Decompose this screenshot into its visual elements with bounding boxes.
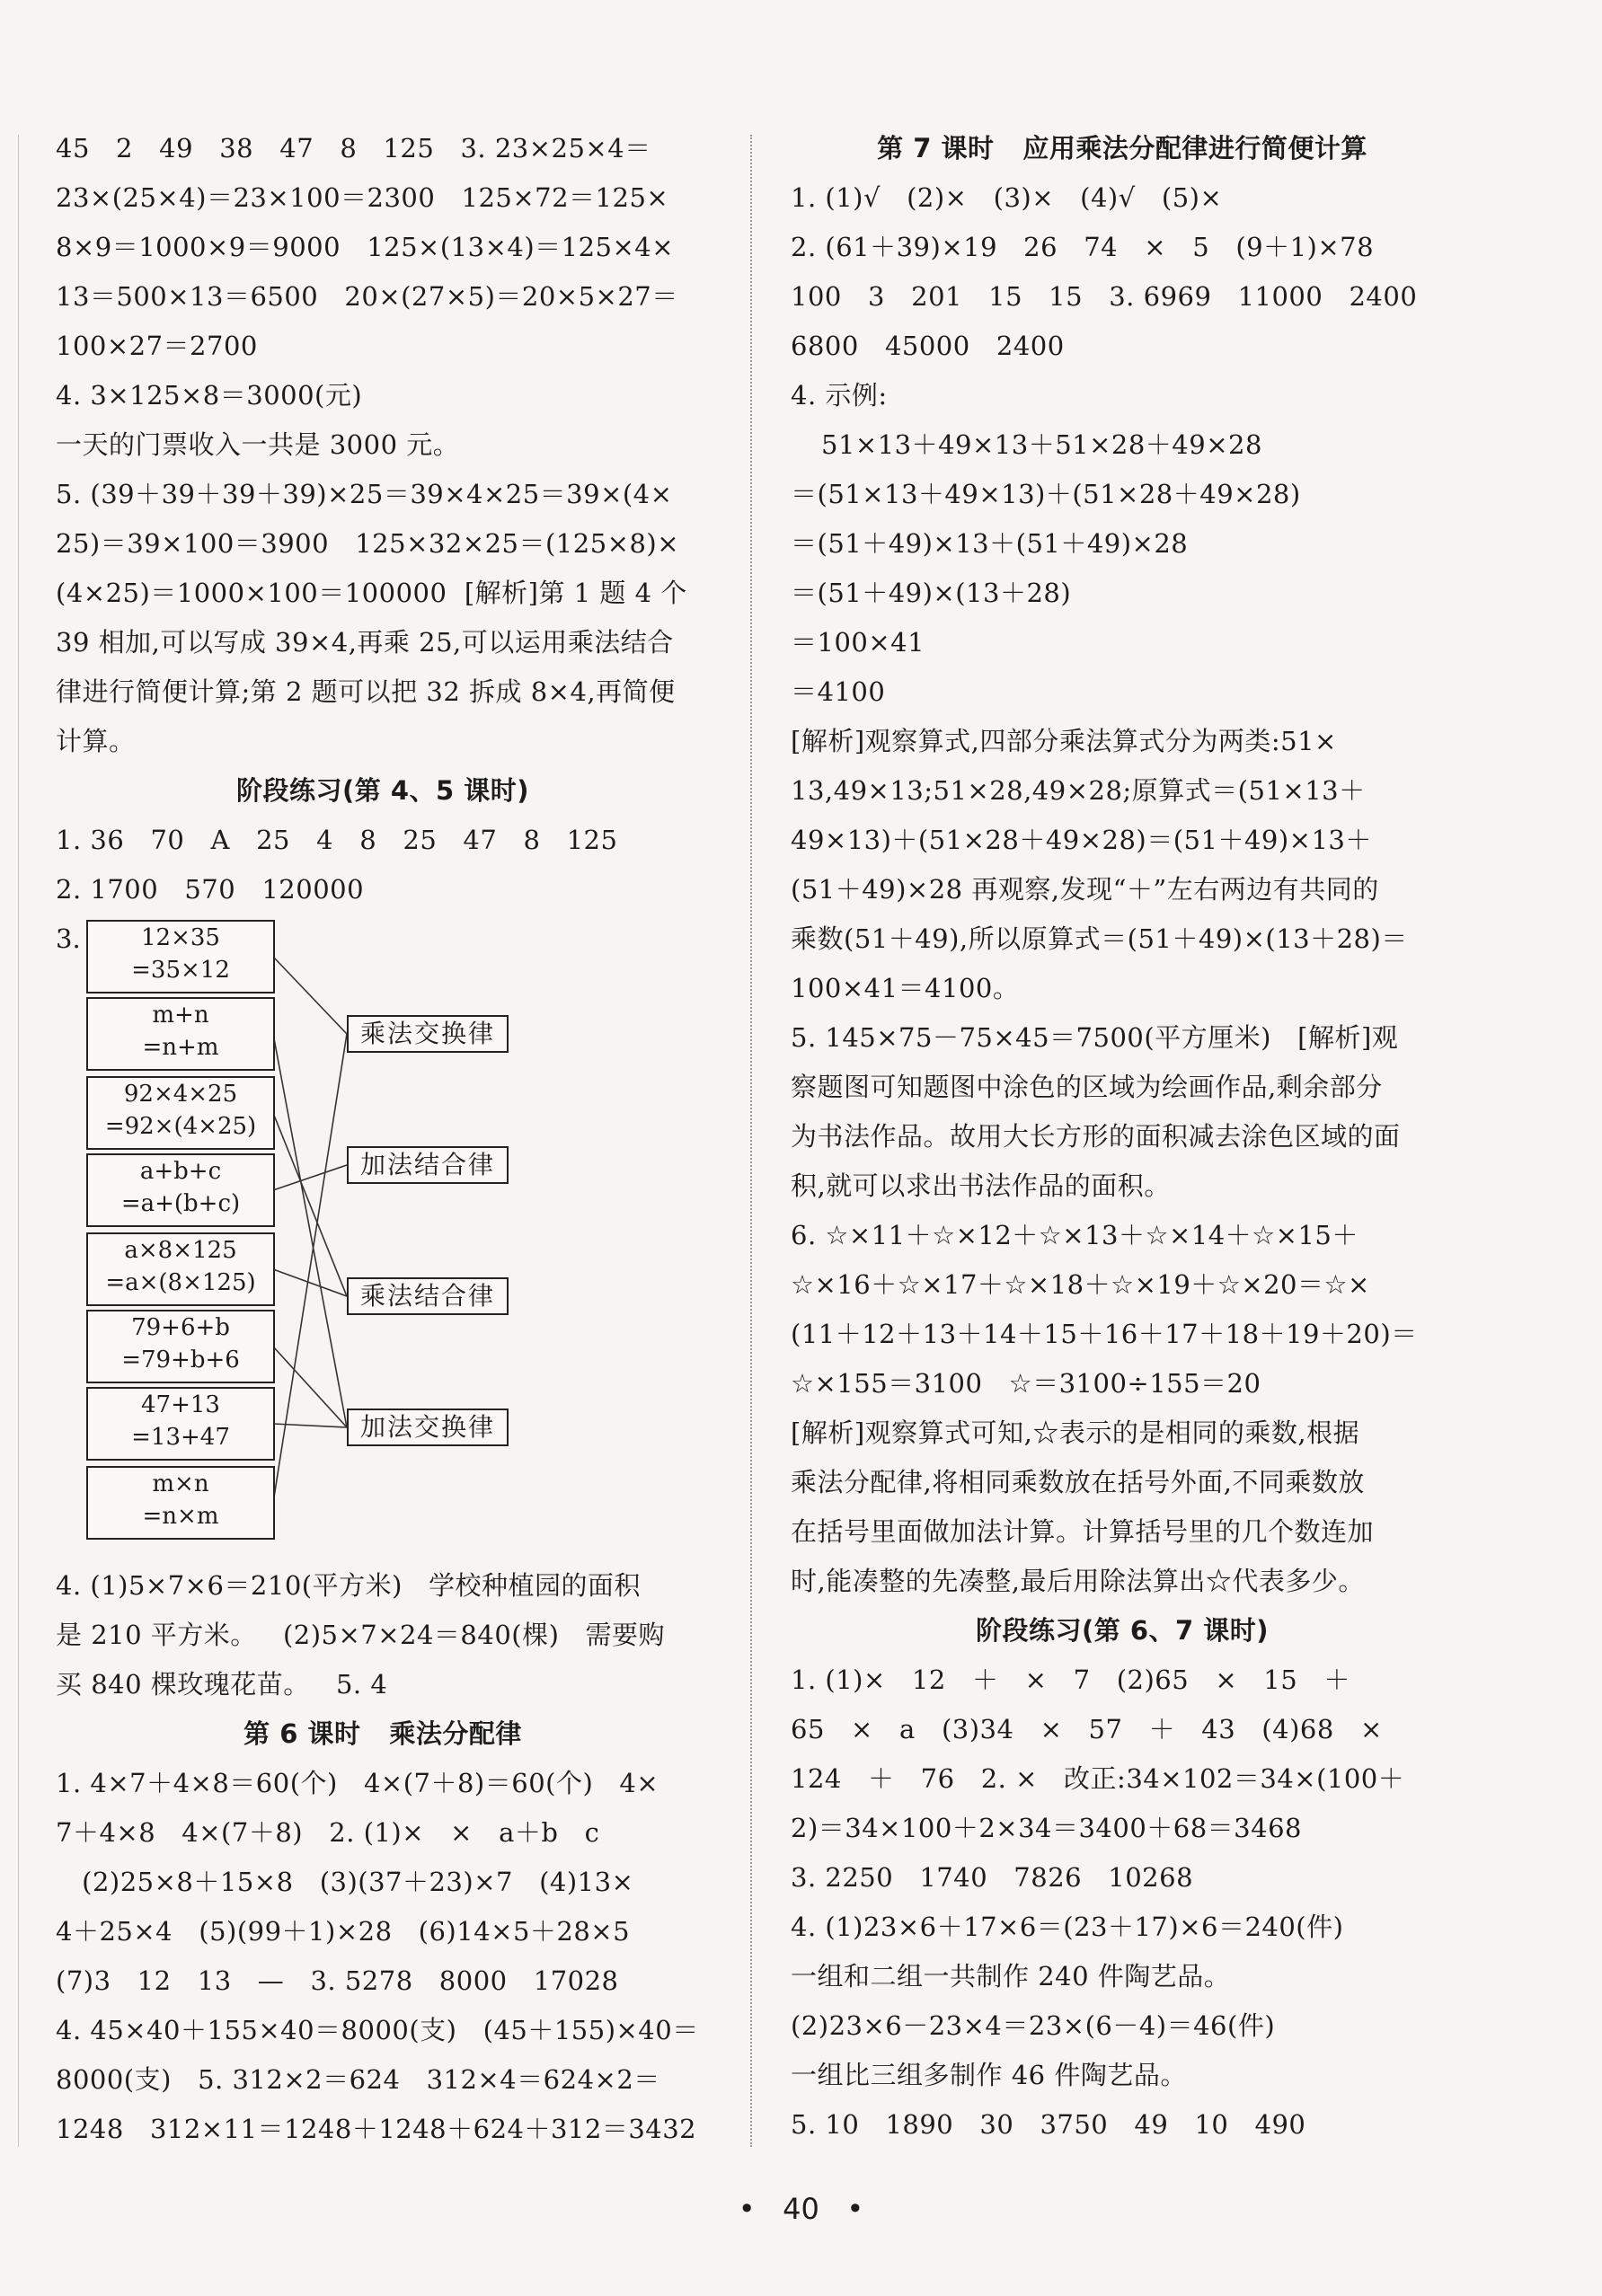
matching-link-line <box>273 957 347 1034</box>
text-line: 13,49×13;51×28,49×28;原算式＝(51×13＋ <box>791 775 1366 806</box>
text-line: 乘法分配律,将相同乘数放在括号外面,不同乘数放 <box>791 1467 1365 1497</box>
text-line: 为书法作品。故用大长方形的面积减去涂色区域的面 <box>791 1121 1401 1152</box>
matching-expression-box <box>86 920 275 993</box>
expression-line-1: a×8×125 <box>124 1237 237 1264</box>
text-line: 4. (1)5×7×6＝210(平方米) 学校种植园的面积 <box>56 1570 642 1601</box>
matching-link-line <box>273 1347 347 1427</box>
column-divider <box>750 135 752 2147</box>
text-line: 4. 3×125×8＝3000(元) <box>56 380 363 411</box>
text-line: 8000(支) 5. 312×2＝624 312×4＝624×2＝ <box>56 2064 660 2095</box>
text-line: 1. (1)√ (2)× (3)× (4)√ (5)× <box>791 182 1223 213</box>
text-line: [解析]观察算式,四部分乘法算式分为两类:51× <box>791 726 1337 756</box>
matching-expression-box <box>86 1076 275 1150</box>
text-line: (2)23×6－23×4＝23×(6－4)＝46(件) <box>791 2010 1276 2041</box>
expression-line-1: m×n <box>152 1470 209 1497</box>
expression-line-2: =n+m <box>142 1034 219 1061</box>
text-line: 4＋25×4 (5)(99＋1)×28 (6)14×5＋28×5 <box>56 1916 631 1947</box>
expression-line-1: 12×35 <box>141 924 220 951</box>
matching-expression-box <box>86 997 275 1071</box>
text-line: ＝(51＋49)×(13＋28) <box>791 578 1072 608</box>
text-line: 6. ☆×11＋☆×12＋☆×13＋☆×14＋☆×15＋ <box>791 1220 1359 1250</box>
margin-line-left <box>18 135 19 2147</box>
text-line: 买 840 棵玫瑰花苗。 5. 4 <box>56 1669 388 1700</box>
text-line: 一天的门票收入一共是 3000 元。 <box>56 429 460 460</box>
matching-expression-box <box>86 1232 275 1306</box>
text-line: 察题图可知题图中涂色的区域为绘画作品,剩余部分 <box>791 1072 1383 1102</box>
matching-link-line <box>273 1424 347 1427</box>
text-line: 一组和二组一共制作 240 件陶艺品。 <box>791 1961 1231 1991</box>
text-line: ＝(51＋49)×13＋(51＋49)×28 <box>791 528 1189 559</box>
text-line: 一组比三组多制作 46 件陶艺品。 <box>791 2060 1187 2090</box>
text-line: 4. 示例: <box>791 380 888 411</box>
text-line: 5. 145×75－75×45＝7500(平方厘米) [解析]观 <box>791 1022 1399 1053</box>
expression-line-1: a+b+c <box>139 1158 222 1185</box>
text-line: 4. 45×40＋155×40＝8000(支) (45＋155)×40＝ <box>56 2015 699 2045</box>
text-line: 5. 10 1890 30 3750 49 10 490 <box>791 2109 1306 2140</box>
text-line: 在括号里面做加法计算。计算括号里的几个数连加 <box>791 1516 1375 1547</box>
text-line: (51＋49)×28 再观察,发现“＋”左右两边有共同的 <box>791 874 1379 905</box>
page-number: 40 <box>783 2192 819 2226</box>
matching-law-box: 乘法交换律 <box>347 1015 509 1053</box>
text-line: 124 ＋ 76 2. × 改正:34×102＝34×(100＋ <box>791 1763 1405 1794</box>
text-line: [解析]观察算式可知,☆表示的是相同的乘数,根据 <box>791 1417 1360 1448</box>
text-line: 律进行简便计算;第 2 题可以把 32 拆成 8×4,再简便 <box>56 676 676 707</box>
matching-link-line <box>273 1165 347 1190</box>
section-heading: 第 7 课时 应用乘法分配律进行简便计算 <box>877 133 1367 163</box>
text-line: 25)＝39×100＝3900 125×32×25＝(125×8)× <box>56 528 680 559</box>
matching-expression-box <box>86 1153 275 1227</box>
text-line: 2. (61＋39)×19 26 74 × 5 (9＋1)×78 <box>791 232 1375 262</box>
matching-expression-box <box>86 1310 275 1383</box>
expression-line-2: =35×12 <box>131 957 230 984</box>
text-line: 13＝500×13＝6500 20×(27×5)＝20×5×27＝ <box>56 281 678 312</box>
expression-line-2: =13+47 <box>131 1424 230 1451</box>
matching-expression-box <box>86 1466 275 1540</box>
matching-link-line <box>273 1034 347 1427</box>
text-line: 乘数(51＋49),所以原算式＝(51＋49)×(13＋28)＝ <box>791 923 1408 954</box>
text-line: 是 210 平方米。 (2)5×7×24＝840(棵) 需要购 <box>56 1620 666 1650</box>
expression-line-1: 79+6+b <box>131 1314 230 1341</box>
text-line: 7＋4×8 4×(7＋8) 2. (1)× × a＋b c <box>56 1817 600 1848</box>
footer-dot-right: • <box>846 2192 864 2226</box>
text-line: 积,就可以求出书法作品的面积。 <box>791 1170 1171 1201</box>
expression-line-1: m+n <box>152 1002 209 1029</box>
text-line: 1. 4×7＋4×8＝60(个) 4×(7＋8)＝60(个) 4× <box>56 1768 659 1798</box>
left-column <box>56 124 710 2154</box>
expression-line-2: =n×m <box>142 1503 219 1530</box>
text-line: (11＋12＋13＋14＋15＋16＋17＋18＋19＋20)＝ <box>791 1319 1418 1349</box>
text-line: ＝4100 <box>791 676 886 707</box>
text-line: 49×13)＋(51×28＋49×28)＝(51＋49)×13＋ <box>791 825 1372 855</box>
text-line: (7)3 12 13 — 3. 5278 8000 17028 <box>56 1965 619 1996</box>
text-line: 23×(25×4)＝23×100＝2300 125×72＝125× <box>56 182 669 213</box>
expression-line-2: =a×(8×125) <box>105 1269 256 1296</box>
matching-law-box: 乘法结合律 <box>347 1277 509 1315</box>
text-line: 时,能凑整的先凑整,最后用除法算出☆代表多少。 <box>791 1566 1365 1596</box>
section-heading: 阶段练习(第 6、7 课时) <box>975 1615 1270 1646</box>
text-line: 8×9＝1000×9＝9000 125×(13×4)＝125×4× <box>56 232 675 262</box>
section-heading: 第 6 课时 乘法分配律 <box>243 1718 522 1749</box>
text-line: 45 2 49 38 47 8 125 3. 23×25×4＝ <box>56 133 651 163</box>
matching-number: 3. <box>56 923 81 954</box>
text-line: 65 × a (3)34 × 57 ＋ 43 (4)68 × <box>791 1714 1383 1744</box>
text-line: ☆×155＝3100 ☆＝3100÷155＝20 <box>791 1368 1261 1399</box>
section-heading: 阶段练习(第 4、5 课时) <box>235 775 530 806</box>
text-line: 6800 45000 2400 <box>791 331 1065 361</box>
text-line: 1. 36 70 A 25 4 8 25 47 8 125 <box>56 825 618 855</box>
text-line: 51×13＋49×13＋51×28＋49×28 <box>821 429 1262 460</box>
text-line: 计算。 <box>56 726 136 756</box>
expression-line-2: =79+b+6 <box>121 1347 240 1373</box>
text-line: 100×27＝2700 <box>56 331 258 361</box>
text-line: 39 相加,可以写成 39×4,再乘 25,可以运用乘法结合 <box>56 627 674 658</box>
page-footer <box>0 2192 1602 2226</box>
right-column <box>791 124 1454 2150</box>
expression-line-2: =92×(4×25) <box>104 1113 257 1140</box>
text-line: 100×41＝4100。 <box>791 973 1020 1003</box>
text-line: 2)＝34×100＋2×34＝3400＋68＝3468 <box>791 1813 1302 1843</box>
text-line: 5. (39＋39＋39＋39)×25＝39×4×25＝39×(4× <box>56 479 673 509</box>
matching-law-box: 加法交换律 <box>347 1409 509 1446</box>
expression-line-2: =a+(b+c) <box>120 1190 241 1217</box>
text-line: (2)25×8＋15×8 (3)(37＋23)×7 (4)13× <box>56 1867 634 1897</box>
text-line: 1248 312×11＝1248＋1248＋624＋312＝3432 <box>56 2114 697 2144</box>
text-line: ＝100×41 <box>791 627 925 658</box>
text-line: 4. (1)23×6＋17×6＝(23＋17)×6＝240(件) <box>791 1912 1344 1942</box>
expression-line-1: 92×4×25 <box>123 1081 238 1108</box>
matching-expression-box <box>86 1387 275 1461</box>
text-line: ☆×16＋☆×17＋☆×18＋☆×19＋☆×20＝☆× <box>791 1269 1370 1300</box>
text-line: 1. (1)× 12 ＋ × 7 (2)65 × 15 ＋ <box>791 1665 1350 1695</box>
text-line: ＝(51×13＋49×13)＋(51×28＋49×28) <box>791 479 1301 509</box>
text-line: 100 3 201 15 15 3. 6969 11000 2400 <box>791 281 1418 312</box>
text-line: (4×25)＝1000×100＝100000 [解析]第 1 题 4 个 <box>56 578 687 608</box>
text-line: 2. 1700 570 120000 <box>56 874 365 905</box>
matching-link-line <box>273 1269 347 1296</box>
matching-law-box: 加法结合律 <box>347 1146 509 1184</box>
text-line: 3. 2250 1740 7826 10268 <box>791 1862 1194 1893</box>
matching-exercise <box>56 914 710 1561</box>
expression-line-1: 47+13 <box>141 1391 220 1418</box>
footer-dot-left: • <box>738 2192 756 2226</box>
